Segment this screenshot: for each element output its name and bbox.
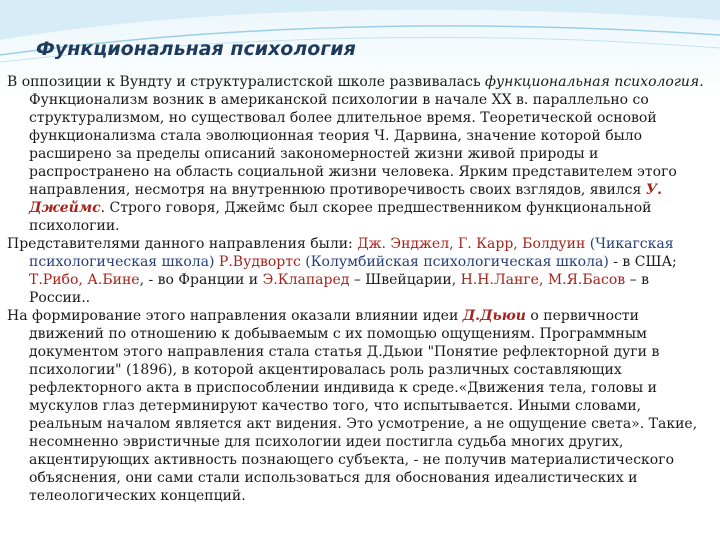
school-columbia: (Колумбийская психологическая школа) (300, 254, 609, 270)
paragraph-representatives: Представителями данного направления были: Дж. Энджел, Г. Карр, Болдуин (Чикагская психологическая школа) Р.Вудвортс (Колумбийская психологическая школа) - в США; Т.Рибо, А.Бине, - во Франции и Э.Клапаред – Швейцарии, Н.Н.Ланге, М.Я.Басов – в России.. (7, 236, 677, 306)
name-james: У. Джеймс (29, 182, 663, 216)
names-chicago: Дж. Энджел, Г. Карр, Болдуин (357, 236, 586, 252)
school-chicago: (Чикагская психологическая школа) (29, 236, 674, 270)
slide-content (7, 73, 713, 505)
name-claparede: Э.Клапаред (262, 272, 350, 288)
paragraph-functionalism: В оппозиции к Вундту и структуралистской школе развивалась функциональная психология. Функционализм возник в американской психологии в начале XX в. параллельно со структурализмом, но существовал более длительное время. Теоретической основой функционализма стала эволюционная теория Ч. Дарвина, значение которой было расширено за пределы описаний закономерностей жизни живой природы и распространено на область социальной жизни человека. Ярким представителем этого направления, несмотря на внутреннюю противоречивость своих взглядов, явился У. Джеймс. Строго говоря, Джеймс был скорее предшественником функциональной психологии. (7, 74, 704, 234)
name-woodworth: Р.Вудвортс (214, 254, 301, 270)
name-dewey: Д.Дьюи (462, 308, 526, 324)
paragraph-dewey: На формирование этого направления оказали влиянии идеи Д.Дьюи о первичности движений по отношению к добываемым с их помощью ощущениям. Программным документом этого направления стала статья Д.Дьюи "Понятие рефлекторной дуги в психологии" (1896), в которой акцентировалась роль различных составляющих рефлекторного акта в приспособлении индивида к среде.«Движения тела, головы и мускулов глаз детерминируют качество того, что испытывается. Иными словами, реальным началом является акт видения. Это усмотрение, а не ощущение света». Такие, несомненно эвристичные для психологии идеи постигла судьба многих других, акцентирующих активность познающего субъекта, - не получив материалистического объяснения, они сами стали использоваться для обоснования идеалистических и телеологических концепций. (7, 308, 698, 504)
term-functional-psychology: функциональная психология (485, 74, 700, 90)
slide-title: Функциональная психология (36, 38, 356, 60)
names-france: Т.Рибо, А.Бине (29, 272, 140, 288)
names-russia: Н.Н.Ланге, М.Я.Басов (460, 272, 626, 288)
